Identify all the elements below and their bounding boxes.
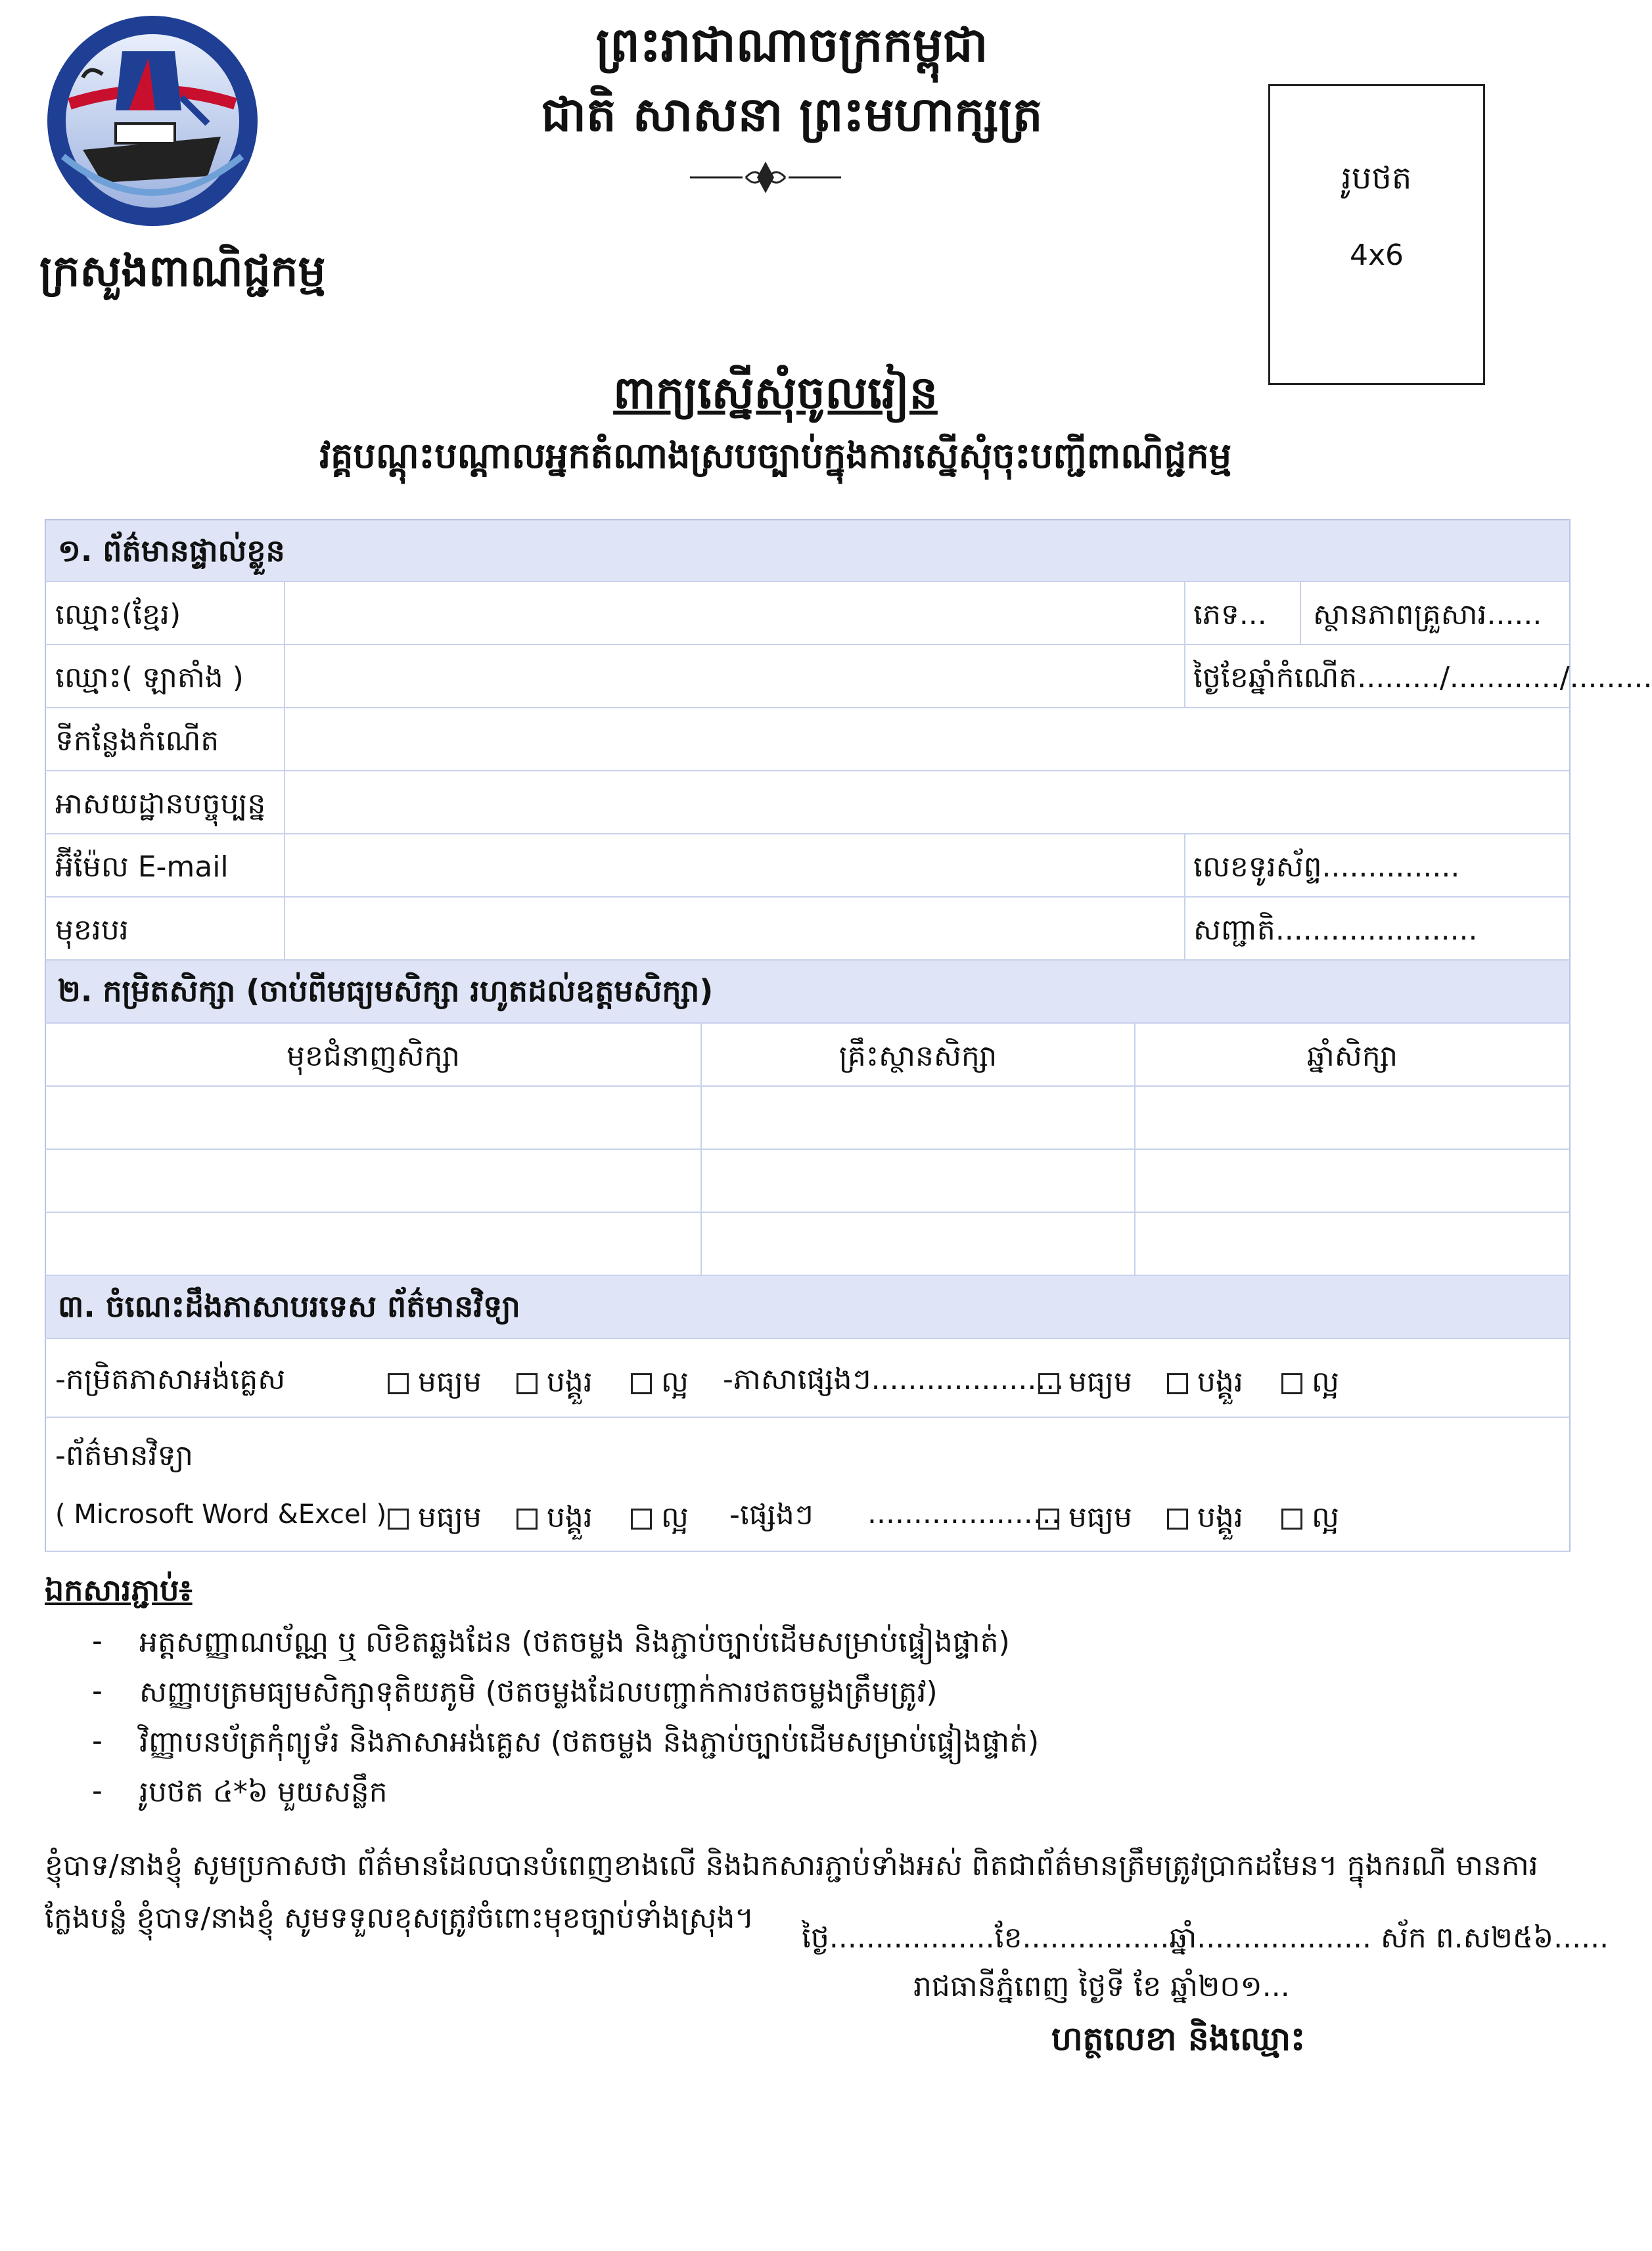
field-date-of-birth[interactable]: ថ្ងៃខែឆ្នាំកំណើត........./............/......... bbox=[1184, 645, 1569, 707]
other-lang-good-option[interactable]: ល្អ bbox=[1281, 1364, 1339, 1406]
label-computer: -ព័ត៌មានវិទ្យា bbox=[55, 1439, 193, 1472]
declaration-text: ខ្ញុំបាទ/នាងខ្ញុំ សូមប្រកាសថា ព័ត៌មានដែលបានបំពេញខាងលើ និងឯកសារភ្ជាប់ទាំងអស់ ពិតជាព័ត៌មានត្រឹមត្រូវប្រាកដមែន។ ក្នុងករណី មានការក្លែងបន្លំ ខ្ញុំបាទ/នាងខ្ញុំ សូមទទួលខុសត្រូវចំពោះមុខច្បាប់ទាំងស្រុង។ bbox=[45, 1849, 1538, 1935]
input-year-3[interactable] bbox=[1134, 1213, 1569, 1275]
checkbox-icon[interactable] bbox=[388, 1373, 409, 1394]
label-address: អាសយដ្ឋានបច្ចុប្បន្ន bbox=[55, 787, 266, 821]
row-birthplace bbox=[45, 708, 1571, 771]
photo-label: រូបថត bbox=[1341, 160, 1412, 196]
input-institution-2[interactable] bbox=[700, 1150, 1134, 1212]
input-address[interactable] bbox=[284, 771, 1569, 833]
label-other-skill: -ផ្សេងៗ bbox=[729, 1498, 814, 1532]
checkbox-icon[interactable] bbox=[1038, 1373, 1059, 1394]
row-language bbox=[45, 1339, 1571, 1418]
english-medium-option[interactable]: មធ្យម bbox=[388, 1364, 482, 1406]
other-lang-medium-option[interactable]: មធ្យម bbox=[1038, 1364, 1132, 1406]
row-occupation bbox=[45, 898, 1571, 961]
nation-motto: ជាតិ សាសនា ព្រះមហាក្សត្រ bbox=[541, 86, 1043, 142]
input-birthplace[interactable] bbox=[284, 708, 1569, 770]
photo-size: 4x6 bbox=[1349, 239, 1404, 272]
english-good-option[interactable]: ល្អ bbox=[631, 1364, 689, 1406]
education-row-2 bbox=[45, 1150, 1571, 1213]
other-skill-dots: ..................... bbox=[867, 1497, 1061, 1530]
checkbox-icon[interactable] bbox=[631, 1509, 652, 1530]
kingdom-heading: ព្រះរាជាណាចក្រកម្ពុជា bbox=[595, 16, 988, 72]
col-major: មុខជំនាញសិក្សា bbox=[287, 1039, 460, 1073]
checkbox-icon[interactable] bbox=[1167, 1373, 1188, 1394]
signature-label: ហត្ថលេខា និងឈ្មោះ bbox=[1051, 2019, 1306, 2058]
section-1-title: ១. ព័ត៌មានផ្ទាល់ខ្លួន bbox=[58, 533, 285, 568]
row-email bbox=[45, 834, 1571, 898]
date-line: ថ្ងៃ..................ខែ................ឆ្នាំ................... ស័ក ព.ស២៥៦...... bbox=[802, 1921, 1609, 1955]
col-year: ឆ្នាំសិក្សា bbox=[1306, 1039, 1398, 1073]
ornament-divider-icon bbox=[690, 158, 841, 197]
label-name-kh: ឈ្មោះ(ខ្មែរ) bbox=[55, 598, 181, 631]
label-birthplace: ទីកន្លែងកំណើត bbox=[55, 724, 219, 758]
section-education bbox=[45, 961, 1571, 1024]
label-email: អ៊ីម៉ែល E-mail bbox=[55, 850, 229, 884]
computer-medium-option[interactable]: មធ្យម bbox=[388, 1499, 482, 1541]
input-name-kh[interactable] bbox=[284, 582, 1184, 644]
row-address bbox=[45, 771, 1571, 834]
field-marital-status[interactable]: ស្ថានភាពគ្រួសារ...... bbox=[1300, 582, 1569, 644]
input-major-1[interactable] bbox=[46, 1087, 700, 1148]
computer-fair-option[interactable]: បង្គួរ bbox=[516, 1499, 593, 1541]
other-skill-medium-option[interactable]: មធ្យម bbox=[1038, 1499, 1132, 1541]
section-2-title: ២. កម្រិតសិក្សា (ចាប់ពីមធ្យមសិក្សា រហូតដល់ឧត្តមសិក្សា) bbox=[58, 973, 714, 1009]
field-sex[interactable]: ភេទ... bbox=[1184, 582, 1300, 644]
city-date-line: រាជធានីភ្នំពេញ ថ្ងៃទី ខែ ឆ្នាំ២០១... bbox=[913, 1970, 1290, 2003]
other-skill-good-option[interactable]: ល្អ bbox=[1281, 1499, 1339, 1541]
section-personal-info bbox=[45, 519, 1571, 582]
checkbox-icon[interactable] bbox=[1281, 1509, 1302, 1530]
education-row-3 bbox=[45, 1213, 1571, 1276]
input-year-1[interactable] bbox=[1134, 1087, 1569, 1148]
other-skill-fair-option[interactable]: បង្គួរ bbox=[1167, 1499, 1243, 1541]
input-name-latin[interactable] bbox=[284, 645, 1184, 707]
english-fair-option[interactable]: បង្គួរ bbox=[516, 1364, 593, 1406]
label-occupation: មុខរបរ bbox=[55, 913, 129, 947]
attachments-title: ឯកសារភ្ជាប់៖ bbox=[45, 1572, 193, 1608]
checkbox-icon[interactable] bbox=[388, 1509, 409, 1530]
checkbox-icon[interactable] bbox=[631, 1373, 652, 1394]
form-subtitle: វគ្គបណ្តុះបណ្តាលអ្នកតំណាងស្របច្បាប់ក្នុងការស្នើសុំចុះបញ្ជីពាណិជ្ជកម្ម bbox=[319, 434, 1231, 476]
row-name-latin bbox=[45, 645, 1652, 708]
input-email[interactable] bbox=[284, 834, 1184, 896]
input-year-2[interactable] bbox=[1134, 1150, 1569, 1212]
photo-placeholder bbox=[1268, 84, 1485, 385]
label-computer-software: ( Microsoft Word &Excel ) bbox=[55, 1499, 387, 1530]
ministry-logo bbox=[43, 12, 262, 235]
checkbox-icon[interactable] bbox=[516, 1373, 538, 1394]
education-header-row bbox=[45, 1024, 1571, 1087]
computer-good-option[interactable]: ល្អ bbox=[631, 1499, 689, 1541]
label-name-latin: ឈ្មោះ( ឡាតាំង ) bbox=[55, 661, 244, 694]
section-3-title: ៣. ចំណេះដឹងភាសាបរទេស ព័ត៌មានវិទ្យា bbox=[58, 1288, 520, 1324]
input-institution-3[interactable] bbox=[700, 1213, 1134, 1275]
input-major-2[interactable] bbox=[46, 1150, 700, 1212]
label-other-language: -ភាសាផ្សេងៗ..................... bbox=[723, 1363, 1065, 1396]
row-computer bbox=[45, 1418, 1571, 1552]
form-title: ពាក្យស្នើសុំចូលរៀន bbox=[613, 367, 938, 419]
field-phone[interactable]: លេខទូរស័ព្ទ............... bbox=[1184, 834, 1569, 896]
input-major-3[interactable] bbox=[46, 1213, 700, 1275]
checkbox-icon[interactable] bbox=[1038, 1509, 1059, 1530]
education-row-1 bbox=[45, 1087, 1571, 1150]
input-institution-1[interactable] bbox=[700, 1087, 1134, 1148]
application-form-table bbox=[45, 519, 1652, 1552]
input-occupation[interactable] bbox=[284, 898, 1184, 959]
checkbox-icon[interactable] bbox=[1167, 1509, 1188, 1530]
field-nationality[interactable]: សញ្ជាតិ...................... bbox=[1184, 898, 1569, 959]
checkbox-icon[interactable] bbox=[1281, 1373, 1302, 1394]
checkbox-icon[interactable] bbox=[516, 1509, 538, 1530]
ministry-name: ក្រសួងពាណិជ្ជកម្ម bbox=[39, 245, 326, 296]
row-name-kh bbox=[45, 582, 1571, 645]
col-institution: គ្រឹះស្ថានសិក្សា bbox=[838, 1039, 998, 1073]
other-lang-fair-option[interactable]: បង្គួរ bbox=[1167, 1364, 1243, 1406]
section-skills bbox=[45, 1276, 1571, 1339]
label-english: -កម្រិតភាសាអង់គ្លេស bbox=[55, 1363, 286, 1396]
